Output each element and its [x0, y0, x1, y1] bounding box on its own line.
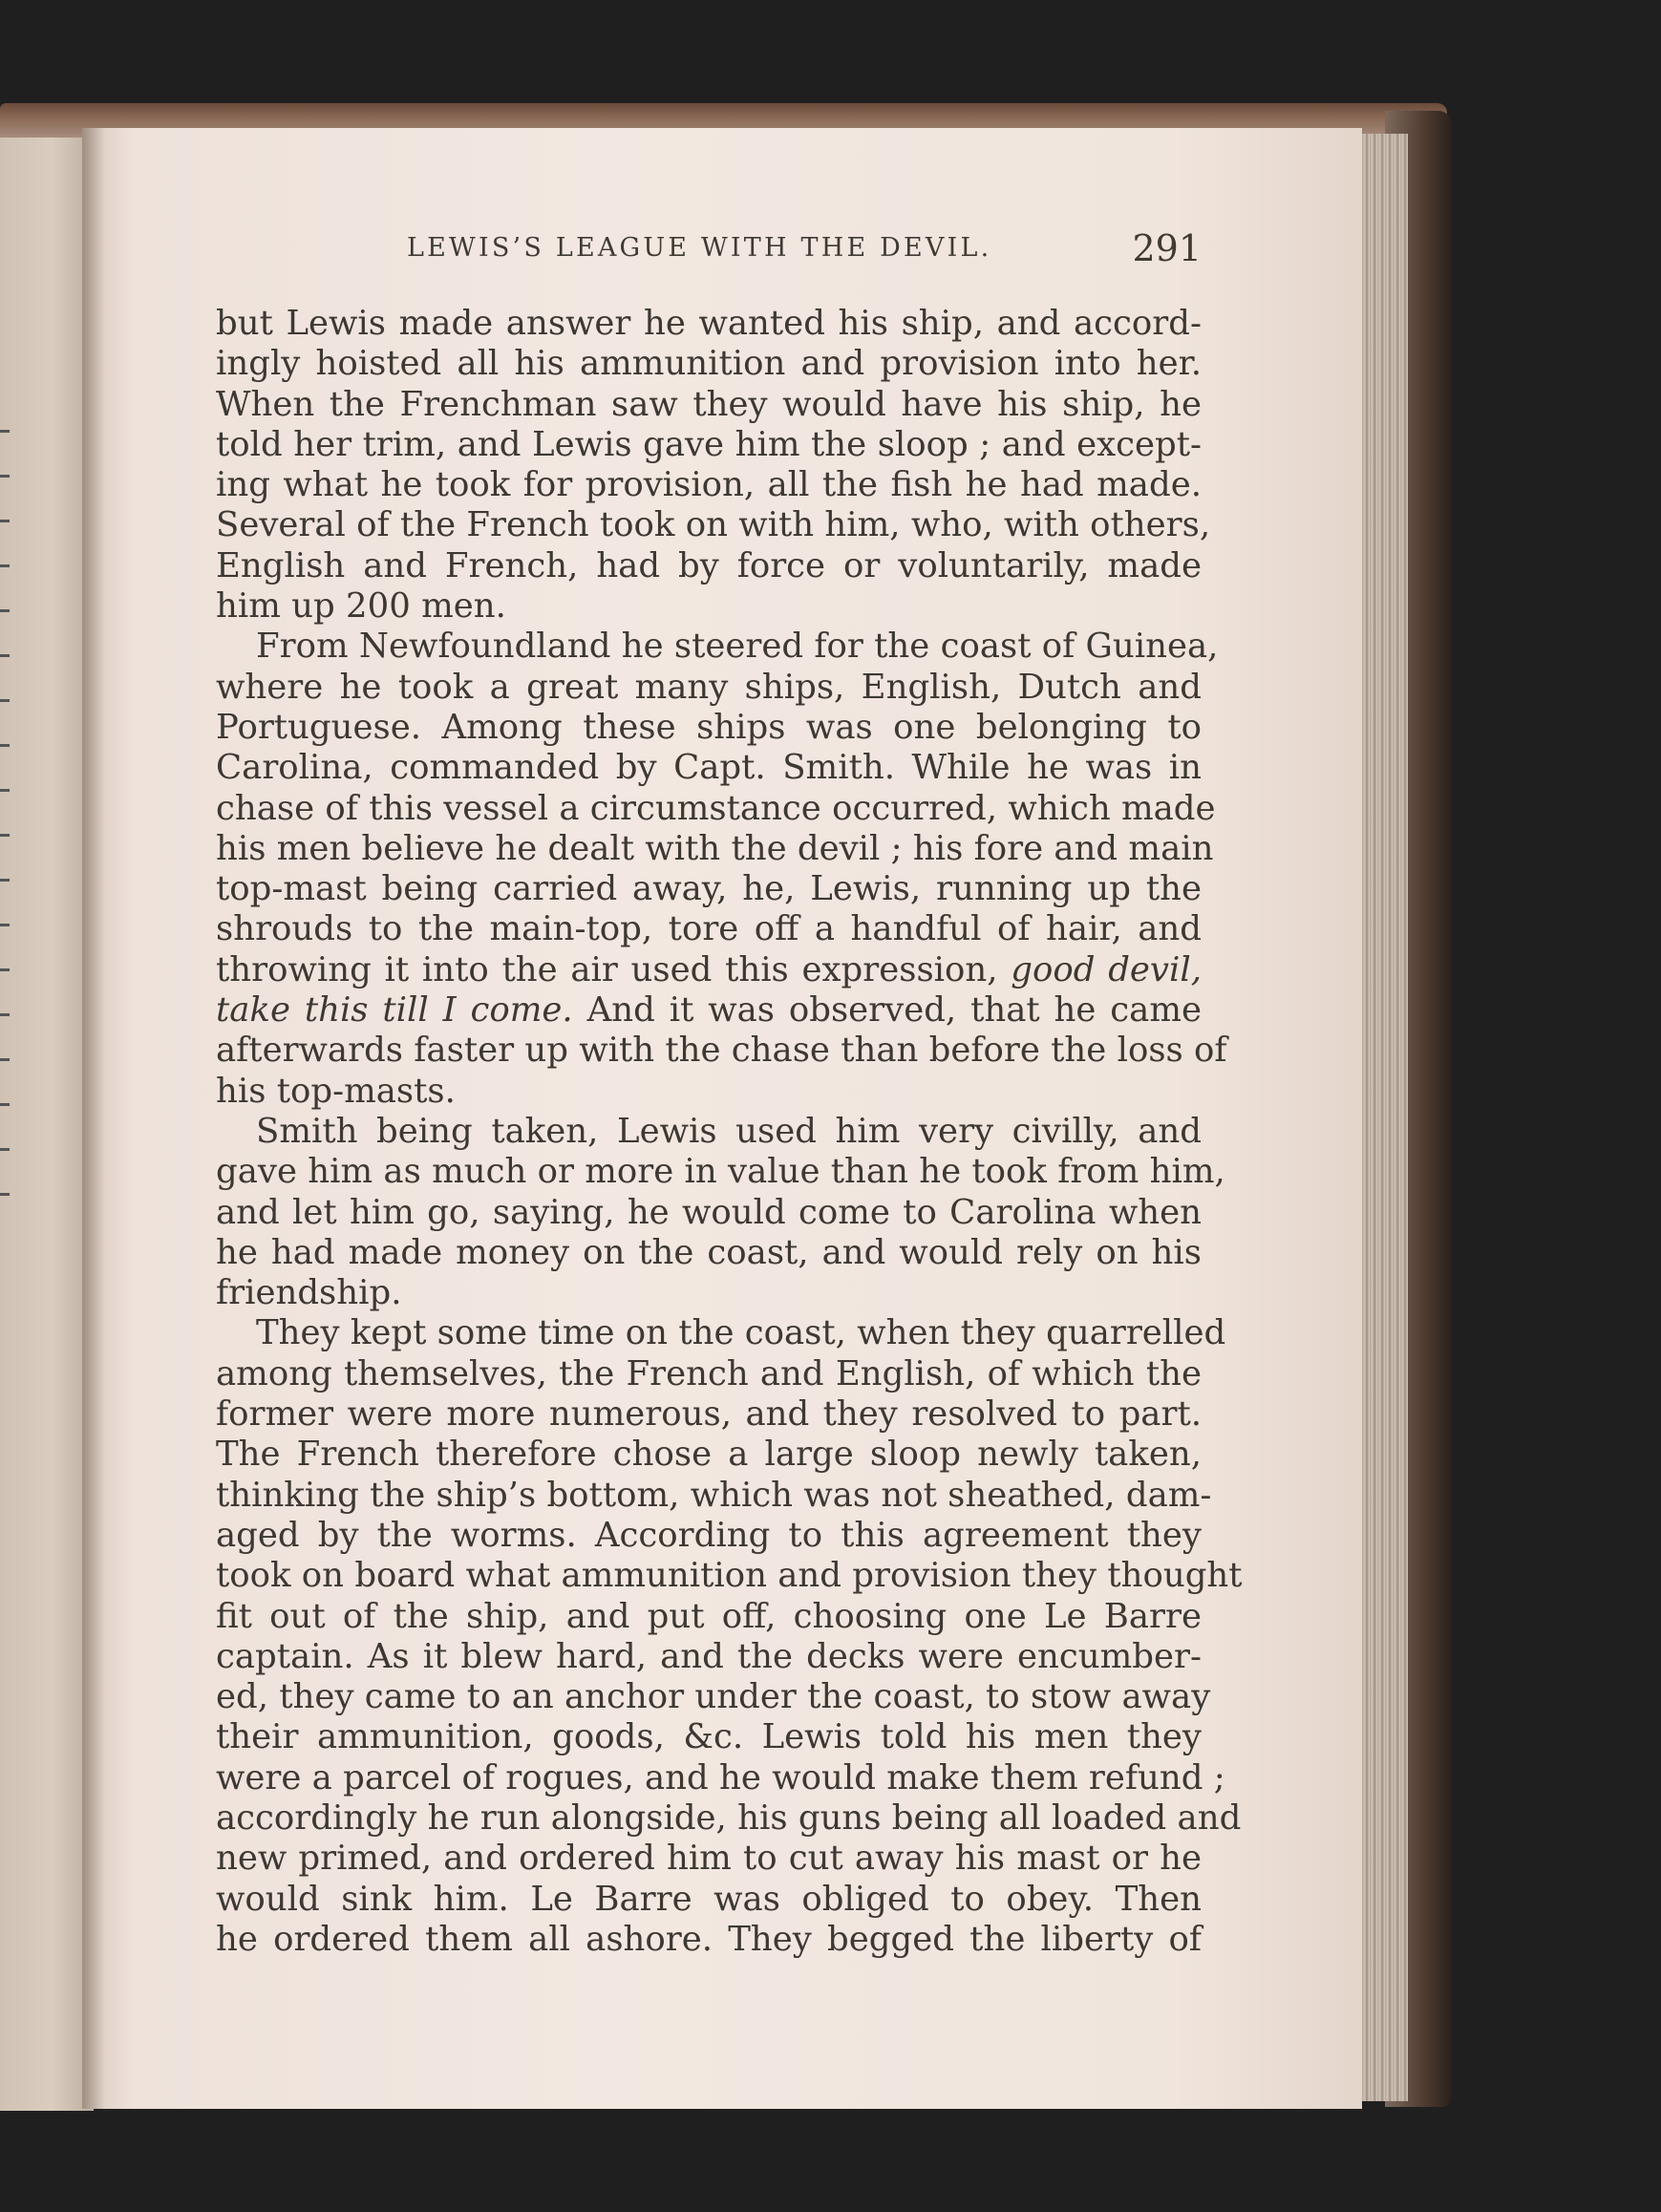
text-line: [216, 828, 1214, 869]
italic-phrase: good devil,: [1011, 949, 1202, 989]
line-text: him up 200 men.: [216, 586, 506, 627]
line-text: From Newfoundland he steered for the coast of Guinea,: [256, 627, 1219, 667]
line-text: he had made money on the coast, and would rely on his: [216, 1232, 1202, 1272]
running-title: LEWIS’S LEAGUE WITH THE DEVIL.: [407, 233, 992, 263]
line-text: captain. As it blew hard, and the decks were encumber-: [216, 1636, 1202, 1676]
line-text: ingly hoisted all his ammunition and provision into her.: [216, 344, 1202, 384]
text-line: [216, 909, 1202, 949]
text-line: [216, 1516, 1202, 1556]
line-text: thinking the ship’s bottom, which was not sheathed, dam-: [216, 1475, 1212, 1515]
text-line: [216, 950, 1202, 990]
line-text: and let him go, saying, he would come to Carolina when: [216, 1192, 1202, 1232]
text-line: [216, 304, 1202, 344]
line-text: afterwards faster up with the chase than before the loss of: [216, 1031, 1227, 1071]
text-line: [216, 1031, 1227, 1071]
text-line: [216, 1556, 1243, 1596]
text-line: [216, 505, 1211, 545]
line-text: his men believe he dealt with the devil ; his fore and main: [216, 828, 1214, 868]
text-line: [216, 1717, 1202, 1757]
line-text: new primed, and ordered him to cut away his mast or he: [216, 1839, 1202, 1879]
line-text: were a parcel of rogues, and he would make them refund ;: [216, 1757, 1225, 1797]
line-text: Carolina, commanded by Capt. Smith. While he was in: [216, 748, 1202, 788]
text-line: [216, 708, 1202, 748]
line-text: accordingly he run alongside, his guns being all loaded and: [216, 1797, 1242, 1838]
text-line: [216, 1394, 1202, 1435]
text-line: [216, 1797, 1242, 1839]
text-line: [216, 465, 1202, 505]
text-line: [216, 1597, 1202, 1637]
line-text: friendship.: [216, 1273, 402, 1313]
text-line: [216, 1112, 1202, 1152]
body-text: [216, 304, 1243, 1960]
text-line: [216, 425, 1202, 465]
text-line: [216, 1757, 1225, 1798]
text-line: [216, 1273, 1202, 1313]
text-line: [216, 1233, 1202, 1273]
text-line: [216, 1677, 1211, 1717]
line-text: ed, they came to an anchor under the coast, to stow away: [216, 1677, 1211, 1717]
line-text: The French therefore chose a large sloop newly taken,: [216, 1435, 1202, 1475]
line-text: They kept some time on the coast, when they quarrelled: [256, 1313, 1226, 1353]
line-text: among themselves, the French and English, of which the: [216, 1353, 1202, 1393]
line-text: aged by the worms. According to this agreement they: [216, 1515, 1202, 1555]
line-text: throwing it into the air used this expression,: [216, 949, 998, 989]
text-line: [216, 1880, 1202, 1920]
text-line: [216, 586, 1202, 627]
line-text: told her trim, and Lewis gave him the sloop ; and except-: [216, 424, 1202, 464]
line-text: chase of this vessel a circumstance occurred, which made: [216, 788, 1216, 828]
text-line: [216, 627, 1219, 667]
line-text: his top-masts.: [216, 1071, 456, 1111]
gutter-shadow: [82, 128, 105, 2109]
text-line: [216, 788, 1216, 829]
text-line: [216, 1839, 1202, 1879]
text-line: [216, 1475, 1212, 1516]
line-text: former were more numerous, and they resolved to part.: [216, 1394, 1202, 1435]
text-line: [216, 668, 1202, 708]
facing-page-edge: [0, 124, 94, 2111]
line-text: And it was observed, that he came: [586, 990, 1202, 1031]
line-text: Portuguese. Among these ships was one belonging to: [216, 707, 1202, 747]
text-line: [216, 869, 1202, 909]
line-text: shrouds to the main-top, tore off a handful of hair, and: [216, 909, 1202, 949]
text-line: [216, 1313, 1226, 1353]
text-line: [216, 1193, 1202, 1233]
line-text: gave him as much or more in value than he took from him,: [216, 1152, 1225, 1192]
text-line: [216, 546, 1202, 586]
text-line: [216, 1637, 1202, 1677]
text-line: [216, 385, 1202, 425]
text-line: [216, 1354, 1202, 1394]
text-line: [216, 1435, 1202, 1475]
line-text: English and French, had by force or voluntarily, made: [216, 545, 1202, 585]
page-number: 291: [1132, 227, 1202, 269]
text-line: [216, 990, 1202, 1031]
line-text: Several of the French took on with him, who, with others,: [216, 505, 1211, 545]
text-line: [216, 1920, 1202, 1960]
facing-page-text-fragments: [0, 430, 15, 1289]
page-block-edges: [1354, 134, 1408, 2101]
italic-phrase: take this till I come.: [216, 990, 573, 1031]
line-text: but Lewis made answer he wanted his ship, and accord-: [216, 304, 1202, 343]
line-text: fit out of the ship, and put off, choosing one Le Barre: [216, 1596, 1202, 1636]
running-head: [218, 227, 1202, 275]
line-text: top-mast being carried away, he, Lewis, running up the: [216, 869, 1202, 909]
line-text: their ammunition, goods, &c. Lewis told his men they: [216, 1717, 1202, 1757]
line-text: When the Frenchman saw they would have his ship, he: [216, 384, 1202, 424]
line-text: Smith being taken, Lewis used him very civilly, and: [256, 1111, 1202, 1151]
line-text: took on board what ammunition and provision they thought: [216, 1556, 1243, 1596]
line-text: where he took a great many ships, English, Dutch and: [216, 667, 1202, 707]
line-text: would sink him. Le Barre was obliged to obey. Then: [216, 1879, 1202, 1919]
text-line: [216, 1072, 1202, 1112]
line-text: he ordered them all ashore. They begged the liberty of: [216, 1919, 1202, 1959]
line-text: ing what he took for provision, all the fish he had made.: [216, 465, 1202, 505]
text-line: [216, 1152, 1225, 1192]
text-line: [216, 748, 1202, 788]
text-line: [216, 344, 1202, 384]
